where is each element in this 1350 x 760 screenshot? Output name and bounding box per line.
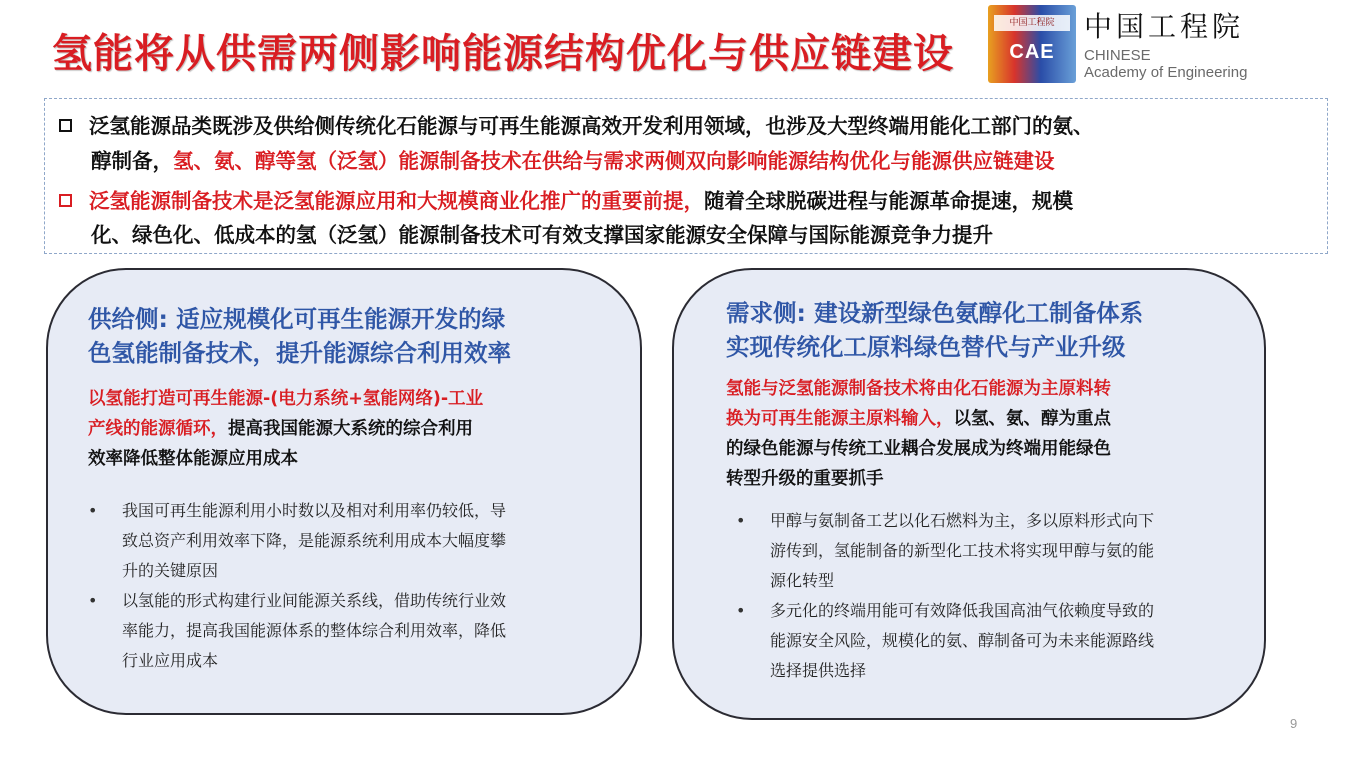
bullet-dot-icon: • [88,501,98,520]
demand-heading [726,296,1143,364]
page-number: 9 [1290,716,1298,731]
logo-name-en-1: CHINESE [1084,47,1151,64]
emblem-band-text: 中国工程院 [994,15,1070,31]
bullet-line: 升的关键原因 [122,561,219,580]
intro-point-1-line-1 [59,109,1094,139]
summary-line: 转型升级的重要抓手 [726,469,884,489]
bullet-dot-icon: • [736,601,746,620]
demand-side-panel [672,268,1266,720]
intro-highlight: 泛氢能源制备技术是泛氢能源应用和大规模商业化推广的重要前提， [89,189,704,213]
square-bullet-icon [59,194,72,207]
bullet-dot-icon: • [88,591,98,610]
bullet-line: 选择提供选择 [770,661,867,680]
supply-summary [88,384,483,474]
intro-box [44,98,1328,254]
intro-text: 泛氢能源品类既涉及供给侧传统化石能源与可再生能源高效开发利用领域，也涉及大型终端用能化工部门的氨、 [89,114,1094,138]
list-item [734,506,1154,596]
bullet-line: 源化转型 [770,571,835,590]
summary-highlight: 产线的能源循环， [88,419,228,439]
demand-bullet-list [734,506,1154,686]
intro-point-2-line-2: 化、绿色化、低成本的氢（泛氢）能源制备技术可有效支撑国家能源安全保障与国际能源竞争力提升 [91,223,993,247]
list-item [86,496,506,586]
summary-line: 的绿色能源与传统工业耦合发展成为终端用能绿色 [726,439,1111,459]
heading-line: 实现传统化工原料绿色替代与产业升级 [726,333,1126,361]
list-item [86,586,506,676]
heading-line: 色氢能制备技术，提升能源综合利用效率 [88,339,511,367]
bullet-dot-icon: • [736,511,746,530]
intro-point-2-line-1 [59,184,1073,214]
bullet-line: 能源安全风险，规模化的氨、醇制备可为未来能源路线 [770,631,1155,650]
slide-title: 氢能将从供需两侧影响能源结构优化与供应链建设 [52,31,954,77]
supply-bullet-list [86,496,506,676]
bullet-line: 行业应用成本 [122,651,219,670]
logo-name-en-2: Academy of Engineering [1084,64,1248,81]
intro-text: 醇制备， [91,149,173,173]
cae-logo [988,5,1288,87]
bullet-line: 率能力，提高我国能源体系的整体综合利用效率，降低 [122,621,507,640]
bullet-line: 致总资产利用效率下降，是能源系统利用成本大幅度攀 [122,531,507,550]
summary-highlight: 换为可再生能源主原料输入， [726,409,954,429]
summary-line: 效率降低整体能源应用成本 [88,449,298,469]
intro-point-1-line-2 [91,144,1055,174]
summary-line: 以氢能打造可再生能源-(电力系统+氢能网络)-工业 [88,389,484,409]
demand-summary [726,374,1111,494]
cae-emblem [988,5,1076,83]
summary-text: 以氢、氨、醇为重点 [953,409,1111,429]
square-bullet-icon [59,119,72,132]
bullet-line: 多元化的终端用能可有效降低我国高油气依赖度导致的 [770,601,1155,620]
bullet-line: 我国可再生能源利用小时数以及相对利用率仍较低，导 [122,501,507,520]
logo-name-cn: 中国工程院 [1084,10,1245,43]
heading-line: 供给侧: 适应规模化可再生能源开发的绿 [88,305,506,333]
summary-text: 提高我国能源大系统的综合利用 [228,419,473,439]
emblem-abbr: CAE [1009,41,1055,63]
bullet-line: 游传到，氢能制备的新型化工技术将实现甲醇与氨的能 [770,541,1155,560]
list-item [734,596,1154,686]
intro-highlight: 氢、氨、醇等氢（泛氢）能源制备技术在供给与需求两侧双向影响能源结构优化与能源供应链建设 [173,149,1055,173]
supply-side-panel [46,268,642,715]
summary-line: 氢能与泛氢能源制备技术将由化石能源为主原料转 [726,379,1111,399]
supply-heading [88,302,511,370]
intro-text: 随着全球脱碳进程与能源革命提速，规模 [704,189,1073,213]
bullet-line: 以氢能的形式构建行业间能源关系线，借助传统行业效 [122,591,507,610]
bullet-line: 甲醇与氨制备工艺以化石燃料为主，多以原料形式向下 [770,511,1155,530]
heading-line: 需求侧: 建设新型绿色氨醇化工制备体系 [726,299,1144,327]
